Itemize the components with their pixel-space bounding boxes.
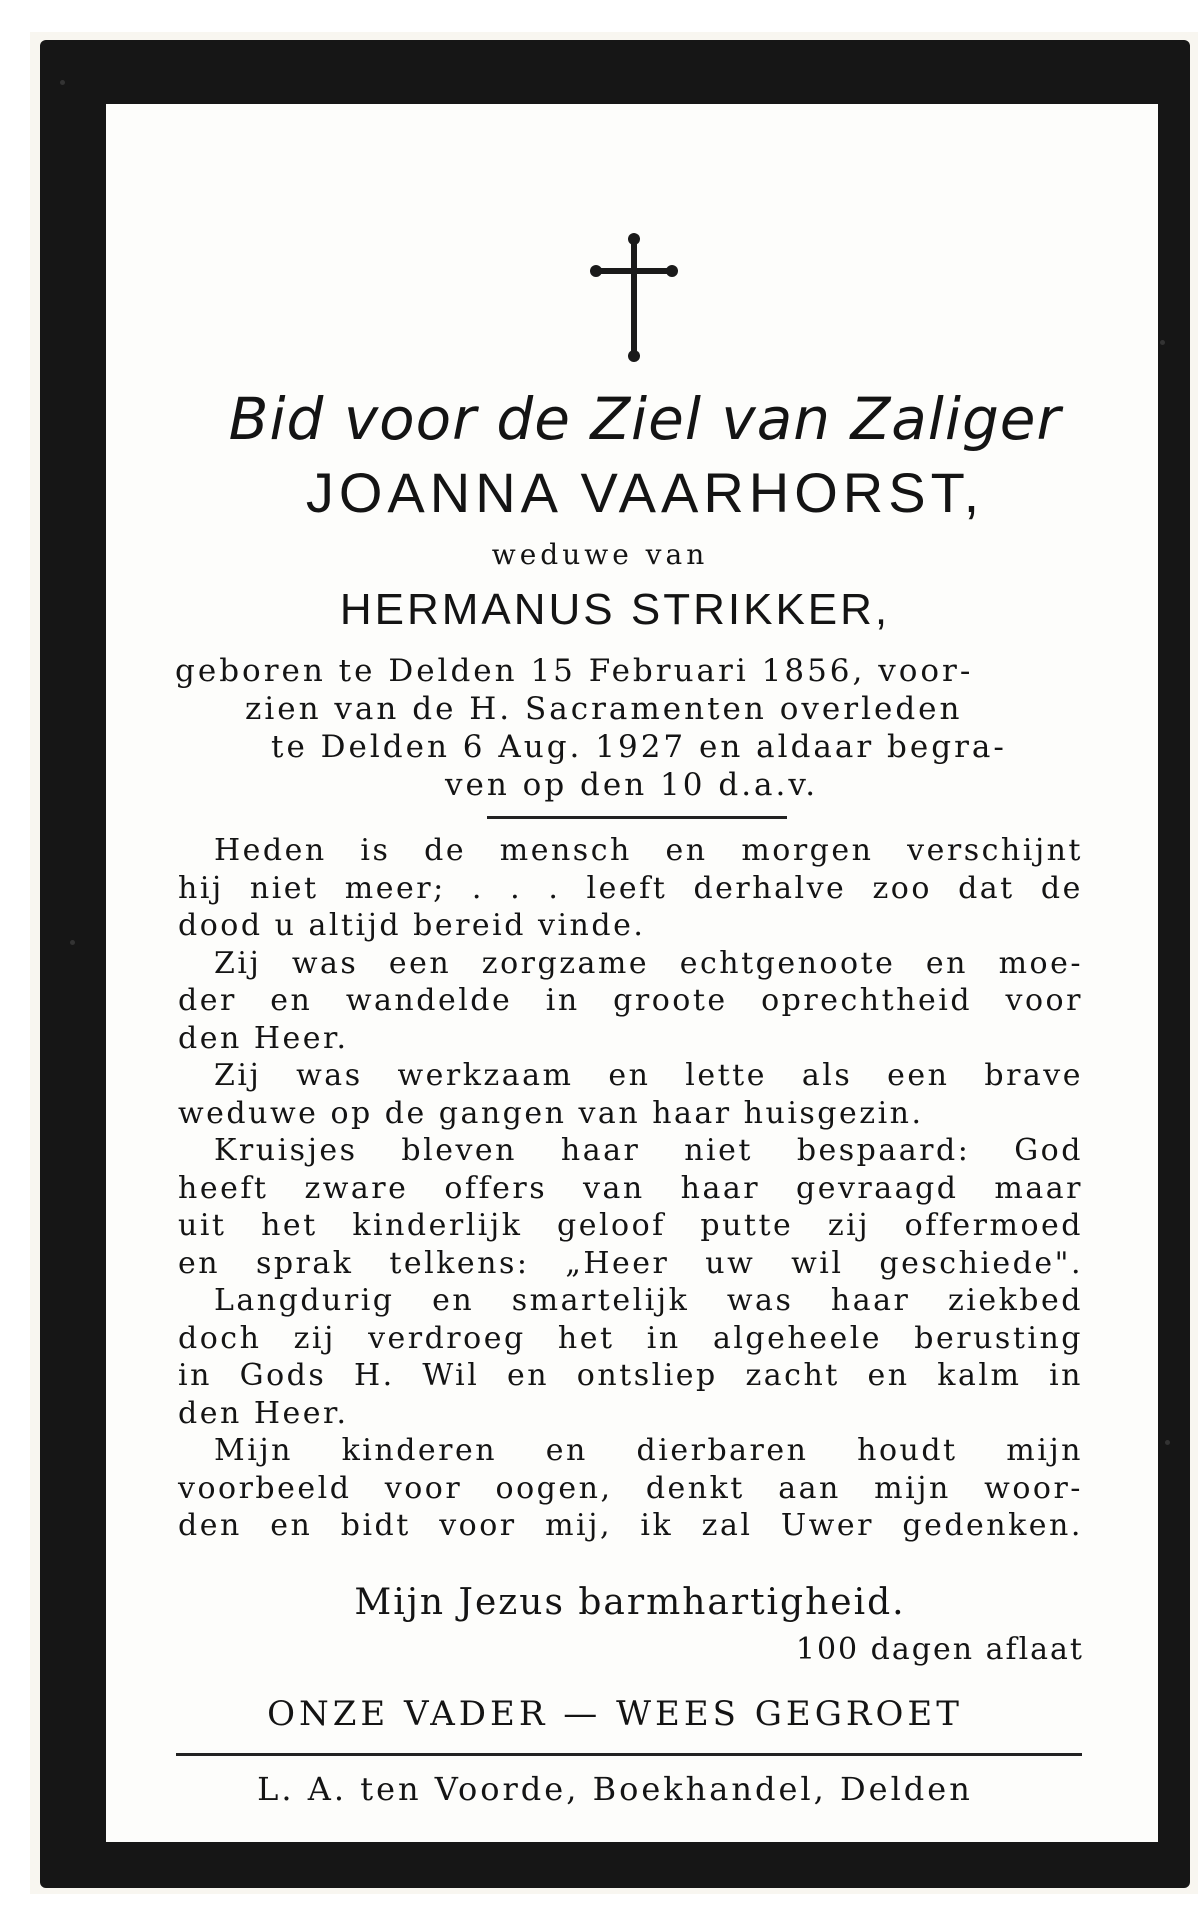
word: aan	[778, 1470, 841, 1506]
heading-text: Bid voor de Ziel van Zaliger	[228, 385, 1062, 453]
word: dat	[958, 870, 1015, 906]
word: haar	[560, 1133, 641, 1168]
text-line	[178, 1320, 1083, 1358]
word: putte	[700, 1208, 794, 1243]
text-line	[178, 1132, 1083, 1170]
word: sprak	[255, 1245, 354, 1281]
word: Uwer	[780, 1508, 874, 1543]
text-line	[178, 1507, 1083, 1545]
word: zoo	[872, 870, 932, 906]
word: en	[925, 945, 968, 981]
cross-icon	[590, 232, 678, 364]
word: verdroeg	[368, 1320, 526, 1356]
text-line	[178, 1095, 1083, 1133]
word: mijn	[1006, 1433, 1083, 1468]
word: telkens:	[389, 1245, 530, 1281]
word: voor	[439, 1508, 517, 1543]
word: zorgzame	[481, 945, 650, 981]
text-line	[178, 1020, 1083, 1058]
word: ziekbed	[947, 1283, 1083, 1318]
word: haar	[830, 1283, 911, 1318]
word: Heer.	[253, 1395, 349, 1431]
bio-line: te Delden 6 Aug. 1927 en aldaar begra-	[271, 729, 1007, 765]
word: een	[388, 945, 452, 981]
text-line	[178, 1432, 1083, 1470]
word: verschijnt	[907, 833, 1083, 868]
word: wandelde	[345, 983, 513, 1018]
bio-line: geboren te Delden 15 Februari 1856, voor-	[175, 653, 974, 689]
word: groote	[613, 983, 728, 1018]
word: en	[867, 1358, 910, 1393]
word: der	[178, 983, 237, 1018]
word: als	[801, 1058, 853, 1093]
text-line	[178, 1357, 1083, 1395]
word: den	[178, 1020, 254, 1056]
bio-line: ven op den 10 d.a.v.	[445, 767, 819, 803]
word: wil	[791, 1245, 844, 1281]
word: derhalve	[693, 870, 847, 906]
word: en	[608, 1058, 651, 1093]
text-line	[178, 1245, 1083, 1283]
word: in	[545, 983, 580, 1018]
word: altijd	[308, 908, 414, 943]
word: moe-	[998, 945, 1083, 981]
prayers-line: ONZE VADER — WEES GEGROET	[267, 1694, 963, 1734]
word: haar	[652, 1095, 744, 1131]
word: zacht	[745, 1358, 840, 1393]
text-line	[178, 1057, 1083, 1095]
word: een	[887, 1058, 950, 1093]
word: Zij	[214, 945, 262, 981]
word: uit	[178, 1208, 227, 1243]
word: weduwe	[178, 1095, 331, 1131]
word: en	[270, 1508, 313, 1543]
word: Langdurig	[214, 1283, 395, 1318]
divider-long	[176, 1753, 1082, 1756]
text-line	[178, 945, 1083, 983]
word: Gods	[239, 1358, 327, 1393]
word: de	[1040, 870, 1083, 906]
indulgence-note: 100 dagen aflaat	[795, 1632, 1084, 1667]
word: .	[548, 870, 561, 906]
printer-credit: L. A. ten Voorde, Boekhandel, Delden	[257, 1770, 973, 1808]
border-speck	[60, 80, 65, 85]
word: de	[424, 833, 467, 868]
deceased-name: JOANNA VAARHORST,	[305, 461, 985, 524]
closing-prayer: Mijn Jezus barmhartigheid.	[354, 1582, 906, 1623]
word: de	[384, 1095, 439, 1131]
word: was	[291, 945, 359, 981]
word: niet	[249, 870, 319, 906]
word: en	[665, 833, 708, 868]
biography-block	[175, 652, 1095, 804]
word: doch	[178, 1320, 262, 1356]
word: Kruisjes	[214, 1133, 358, 1168]
word: offers	[444, 1170, 548, 1206]
word: hij	[178, 870, 224, 906]
word: morgen	[741, 833, 874, 868]
word: en	[270, 983, 313, 1018]
word: van	[578, 1095, 653, 1131]
text-line	[178, 1395, 1083, 1433]
word: maar	[994, 1170, 1083, 1206]
word: en	[178, 1245, 221, 1281]
word: vinde.	[538, 908, 646, 943]
text-line	[178, 1282, 1083, 1320]
word: op	[330, 1095, 385, 1131]
word: .	[471, 870, 484, 906]
word: niet	[684, 1133, 753, 1168]
word: bereid	[413, 908, 539, 943]
text-line	[178, 1470, 1083, 1508]
word: offermoed	[904, 1208, 1083, 1243]
word: zal	[701, 1508, 753, 1543]
word: gedenken.	[902, 1508, 1083, 1543]
word: en	[432, 1283, 475, 1318]
word: brave	[984, 1058, 1083, 1093]
text-line	[178, 982, 1083, 1020]
word: Wil	[422, 1358, 480, 1393]
word: echtgenoote	[679, 945, 896, 981]
text-line	[178, 832, 1083, 870]
word: kalm	[937, 1358, 1022, 1393]
word: Heden	[214, 833, 327, 868]
word: leeft	[586, 870, 668, 906]
word: en	[507, 1358, 550, 1393]
word: in	[646, 1320, 681, 1356]
divider-short	[487, 816, 787, 819]
word: zij	[293, 1320, 336, 1356]
word: mensch	[499, 833, 632, 868]
word: in	[1049, 1358, 1083, 1393]
word: van	[583, 1170, 645, 1206]
word: kinderen	[341, 1433, 498, 1468]
word: voor	[384, 1470, 463, 1506]
word: en	[545, 1433, 588, 1468]
word: zware	[304, 1170, 409, 1206]
word: u	[274, 908, 309, 943]
word: in	[178, 1358, 212, 1393]
word: .	[510, 870, 523, 906]
word: denkt	[645, 1470, 745, 1506]
word: meer;	[344, 870, 446, 906]
word: H.	[353, 1358, 395, 1393]
border-speck	[70, 940, 75, 945]
text-line	[178, 1207, 1083, 1245]
word: uw	[705, 1245, 756, 1281]
word: geloof	[556, 1208, 666, 1243]
word: den	[178, 1395, 254, 1431]
word: den	[178, 1508, 242, 1543]
word: haar	[680, 1170, 761, 1206]
word: het	[557, 1320, 615, 1356]
word: bidt	[340, 1508, 411, 1543]
border-speck	[1160, 340, 1165, 345]
word: heeft	[178, 1170, 269, 1206]
word: voor	[1005, 983, 1083, 1018]
word: gangen	[438, 1095, 579, 1131]
word: smartelijk	[511, 1283, 690, 1318]
word: is	[360, 833, 391, 868]
word: bespaard:	[796, 1133, 971, 1168]
word: houdt	[857, 1433, 958, 1468]
word: was	[296, 1058, 363, 1093]
word: was	[726, 1283, 794, 1318]
word: oprechtheid	[761, 983, 973, 1018]
word: dood	[178, 908, 275, 943]
word: mijn	[874, 1470, 951, 1506]
word: algeheele	[712, 1320, 883, 1356]
word: huisgezin.	[743, 1095, 924, 1131]
word: lette	[685, 1058, 767, 1093]
text-line	[178, 870, 1083, 908]
word: ik	[640, 1508, 674, 1543]
word: dierbaren	[636, 1433, 809, 1468]
word: bleven	[401, 1133, 517, 1168]
relation-text: weduwe van	[491, 538, 709, 571]
word: „Heer	[565, 1245, 670, 1281]
word: Heer.	[253, 1020, 349, 1056]
word: gevraagd	[796, 1170, 959, 1206]
word: zij	[827, 1208, 871, 1243]
word: geschiede".	[879, 1245, 1083, 1281]
word: Mijn	[214, 1433, 293, 1468]
word: God	[1014, 1133, 1083, 1168]
word: werkzaam	[397, 1058, 574, 1093]
bio-line: zien van de H. Sacramenten overleden	[245, 691, 963, 727]
text-line	[178, 1170, 1083, 1208]
border-speck	[1165, 1440, 1170, 1445]
memorial-text	[178, 832, 1083, 1545]
husband-name: HERMANUS STRIKKER,	[339, 585, 891, 634]
word: Zij	[214, 1058, 262, 1093]
word: woor-	[984, 1470, 1083, 1506]
word: kinderlijk	[352, 1208, 523, 1243]
word: oogen,	[495, 1470, 613, 1506]
word: voorbeeld	[178, 1470, 352, 1506]
word: het	[261, 1208, 318, 1243]
word: mij,	[545, 1508, 612, 1543]
word: ontsliep	[576, 1358, 718, 1393]
text-line	[178, 907, 1083, 945]
word: berusting	[914, 1320, 1083, 1356]
